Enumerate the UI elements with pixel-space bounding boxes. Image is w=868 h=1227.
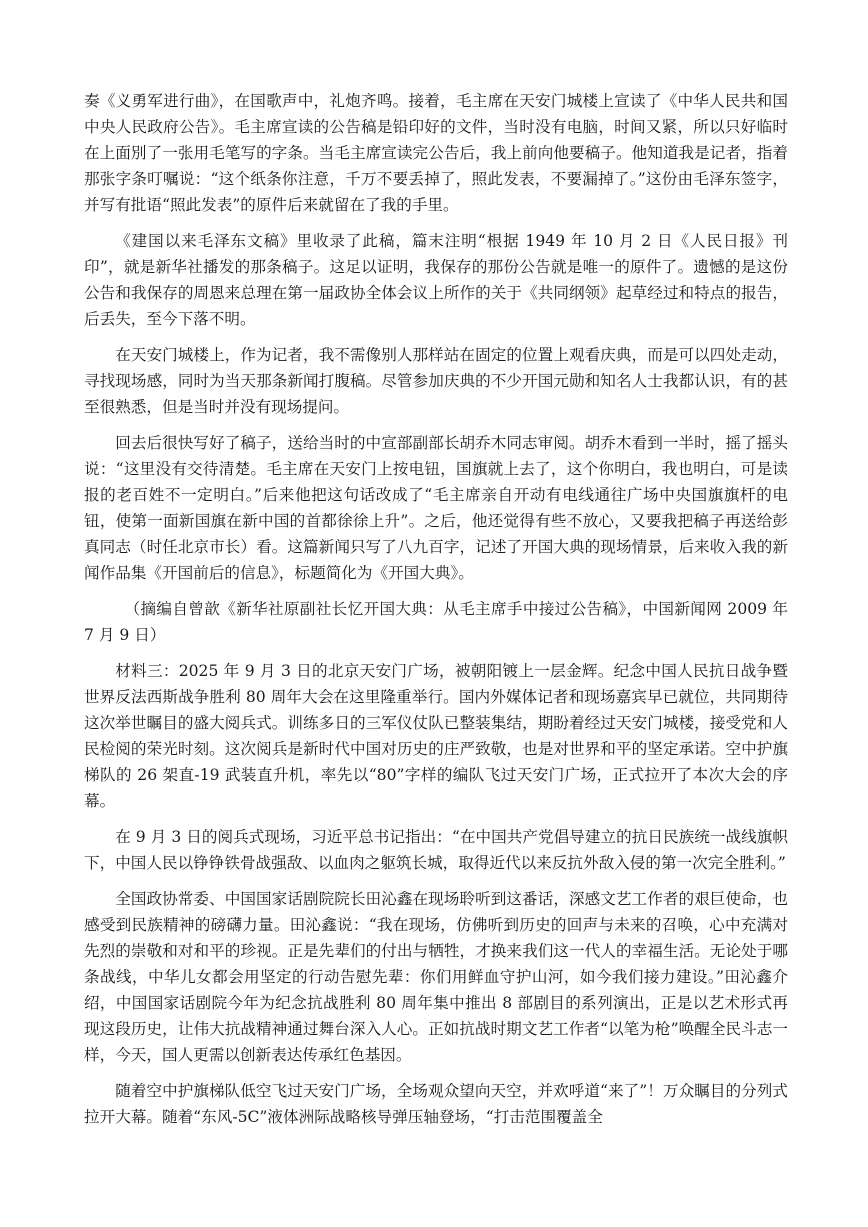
paragraph-3: 在天安门城楼上，作为记者，我不需像别人那样站在固定的位置上观看庆典，而是可以四处走动，寻找现场感，同时为当天那条新闻打腹稿。尽管参加庆典的不少开国元勋和知名人士我都认识，有的甚至很熟悉，但是当时并没有现场提问。 <box>84 346 788 416</box>
paragraph-2: 《建国以来毛泽东文稿》里收录了此稿，篇末注明“根据 1949 年 10 月 2 日《人民日报》刊印”，就是新华社播发的那条稿子。这足以证明，我保存的那份公告就是唯一的原件了。遗憾的是这份公告和我保存的周恩来总理在第一届政协全体会议上所作的关于《共同纲领》起草经过和特点的报告，后丢失，至今下落不明。 <box>84 232 788 328</box>
source-citation: （摘编自曾歆《新华社原副社长忆开国大典：从毛主席手中接过公告稿》，中国新闻网 2009 年 7 月 9 日） <box>84 600 788 644</box>
paragraph-4: 回去后很快写好了稿子，送给当时的中宣部副部长胡乔木同志审阅。胡乔木看到一半时，摇了摇头说：“这里没有交待清楚。毛主席在天安门上按电钮，国旗就上去了，这个你明白，我也明白，可是读报的老百姓不一定明白。”后来他把这句话改成了“毛主席亲自开动有电线通往广场中央国旗旗杆的电钮，使第一面新国旗在新中国的首都徐徐上升”。之后，他还觉得有些不放心，又要我把稿子再送给彭真同志（时任北京市长）看。这篇新闻只写了八九百字，记述了开国大典的现场情景，后来收入我的新闻作品集《开国前后的信息》，标题简化为《开国大典》。 <box>84 434 788 582</box>
paragraph-7: 在 9 月 3 日的阅兵式现场，习近平总书记指出：“在中国共产党倡导建立的抗日民族统一战线旗帜下，中国人民以铮铮铁骨战强敌、以血肉之躯筑长城，取得近代以来反抗外敌入侵的第一次完全胜利。” <box>84 828 788 872</box>
paragraph-9: 随着空中护旗梯队低空飞过天安门广场，全场观众望向天空，并欢呼道“来了”！万众瞩目的分列式拉开大幕。随着“东风-5C”液体洲际战略核导弹压轴登场，“打击范围覆盖全 <box>84 1082 788 1126</box>
document-page <box>84 88 788 1140</box>
paragraph-1: 奏《义勇军进行曲》，在国歌声中，礼炮齐鸣。接着，毛主席在天安门城楼上宣读了《中华人民共和国中央人民政府公告》。毛主席宣读的公告稿是铅印好的文件，当时没有电脑，时间又紧，所以只好临时在上面別了一张用毛笔写的字条。当毛主席宣读完公告后，我上前向他要稿子。他知道我是记者，指着那张字条叮嘱说：“这个纸条你注意，千万不要丢掉了，照此发表，不要漏掉了。”这份由毛泽东签字，并写有批语“照此发表”的原件后来就留在了我的手里。 <box>84 92 788 214</box>
paragraph-8: 全国政协常委、中国国家话剧院院长田沁鑫在现场聆听到这番话，深感文艺工作者的艰巨使命，也感受到民族精神的磅礴力量。田沁鑫说：“我在现场，仿佛听到历史的回声与未来的召唤，心中充满对先烈的崇敬和对和平的珍视。正是先辈们的付出与牺牲，才换来我们这一代人的幸福生活。无论处于哪条战线，中华儿女都会用坚定的行动告慰先辈：你们用鲜血守护山河，如今我们接力建设。”田沁鑫介绍，中国国家话剧院今年为纪念抗战胜利 80 周年集中推出 8 部剧目的系列演出，正是以艺术形式再现这段历史，让伟大抗战精神通过舞台深入人心。正如抗战时期文艺工作者“以笔为枪”唤醒全民斗志一样，今天，国人更需以创新表达传承红色基因。 <box>84 890 788 1064</box>
material-three-paragraph: 材料三：2025 年 9 月 3 日的北京天安门广场，被朝阳镀上一层金辉。纪念中国人民抗日战争暨世界反法西斯战争胜利 80 周年大会在这里隆重举行。国内外媒体记者和现场嘉宾早已就位，共同期待这次举世瞩目的盛大阅兵式。训练多日的三军仪仗队已整装集结，期盼着经过天安门城楼，接受党和人民检阅的荣光时刻。这次阅兵是新时代中国对历史的庄严致敬，也是对世界和平的坚定承诺。空中护旗梯队的 26 架直-19 武装直升机，率先以“80”字样的编队飞过天安门广场，正式拉开了本次大会的序幕。 <box>84 662 788 810</box>
